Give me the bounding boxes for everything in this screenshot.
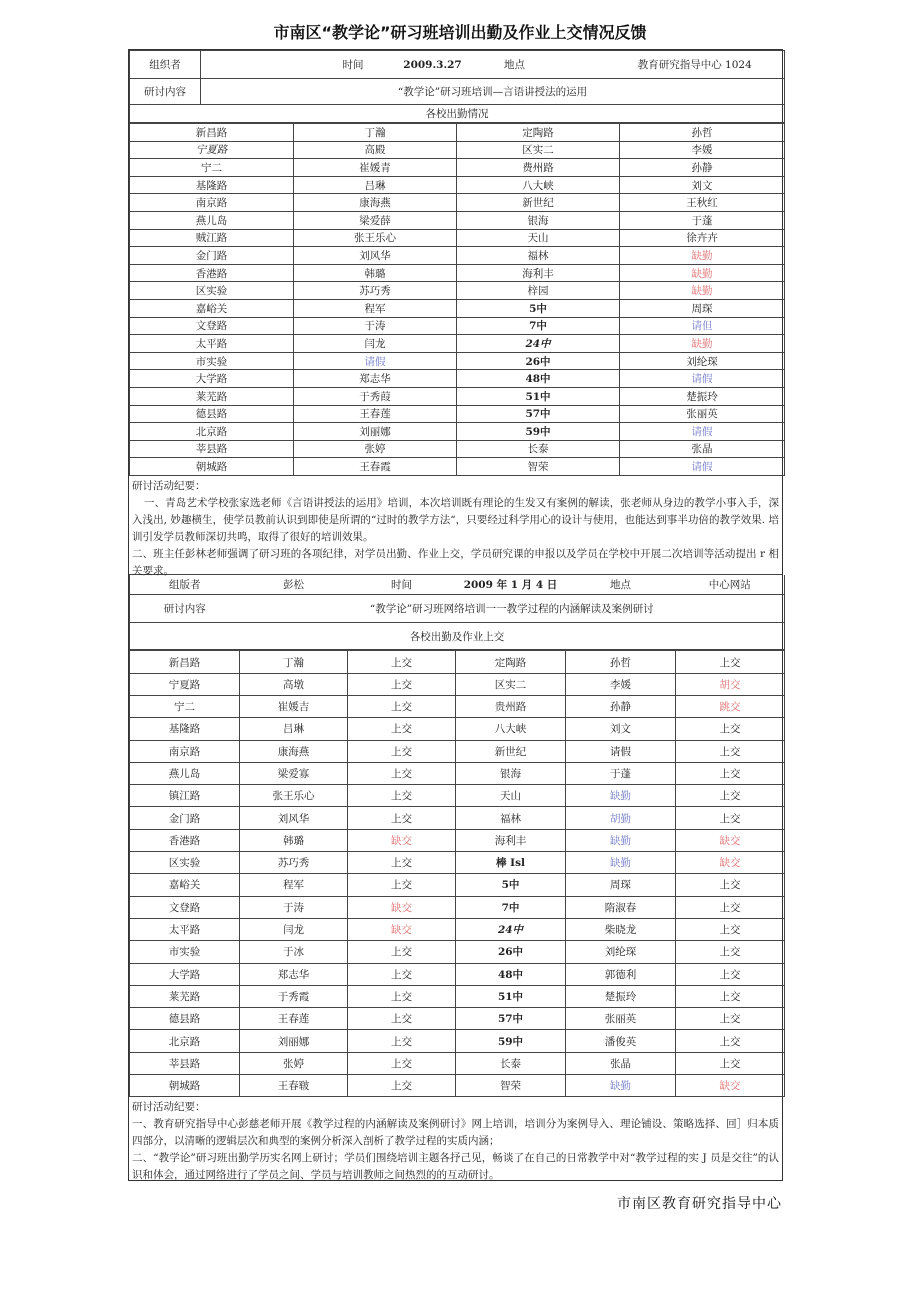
s2-cell: 新昌路 xyxy=(130,651,240,673)
s2-cell: 上交 xyxy=(348,673,456,695)
s1-cell: 海利丰 xyxy=(457,264,620,282)
table-row xyxy=(130,807,785,829)
s2-cell: 王春皲 xyxy=(240,1075,348,1097)
s2-cell: 定陶路 xyxy=(456,651,566,673)
s2-cell: 胡交 xyxy=(676,673,785,695)
table-row xyxy=(130,387,785,405)
s2-cell: 李媛 xyxy=(566,673,676,695)
s2-cell: 贵州路 xyxy=(456,695,566,717)
s1-cell: 金门路 xyxy=(130,247,294,265)
s2-cell: 福林 xyxy=(456,807,566,829)
s1-place-text: 教育研究指导中心 1024 xyxy=(637,59,752,71)
s2-cell: 缺交 xyxy=(676,829,785,851)
s2-cell: 基隆路 xyxy=(130,718,240,740)
s1-cell: 26中 xyxy=(457,352,620,370)
s2-cell: 镇江路 xyxy=(130,785,240,807)
s2-cell: 张王乐心 xyxy=(240,785,348,807)
s2-cell: 燕儿岛 xyxy=(130,762,240,784)
table-row xyxy=(130,740,785,762)
s1-notes-title: 研讨活动纪要： xyxy=(132,479,206,492)
s1-cell: 长泰 xyxy=(457,440,620,458)
s1-cell: 新昌路 xyxy=(130,124,294,142)
s2-time-value: 2009 年 1 月 4 日 xyxy=(456,575,566,595)
s1-cell: 嘉峪关 xyxy=(130,299,294,317)
s2-cell: 张丽英 xyxy=(566,1008,676,1030)
s1-cell: 缺勤 xyxy=(620,247,785,265)
s2-cell: 24中 xyxy=(456,918,566,940)
s1-organizer-label: 组织者 xyxy=(130,51,201,79)
s1-cell: 福林 xyxy=(457,247,620,265)
s2-cell: 上交 xyxy=(348,785,456,807)
s2-cell: 跳交 xyxy=(676,695,785,717)
s2-section-header: 各校出勤及作业上交 xyxy=(130,623,785,650)
s1-cell: 宁二 xyxy=(130,159,294,177)
s2-cell: 孙静 xyxy=(566,695,676,717)
s2-cell: 48中 xyxy=(456,963,566,985)
s1-cell: 请假 xyxy=(620,370,785,388)
s2-cell: 梁爱寡 xyxy=(240,762,348,784)
s1-notes-p2: 二、班主任彭林老师强调了研习班的各项纪律，对学员出勤、作业上交，学员研究课的申报以及学员在学校中开展二次培训等活动提出 r 相关要求。 xyxy=(132,547,779,577)
s1-cell: 郑志华 xyxy=(294,370,457,388)
s2-cell: 银海 xyxy=(456,762,566,784)
s1-cell: 24中 xyxy=(457,335,620,353)
s2-cell: 上交 xyxy=(676,807,785,829)
s2-organizer-label: 组版者 xyxy=(130,575,240,595)
s2-cell: 上交 xyxy=(348,807,456,829)
s2-cell: 上交 xyxy=(348,762,456,784)
s1-cell: 康海燕 xyxy=(294,194,457,212)
s2-cell: 海利丰 xyxy=(456,829,566,851)
s2-cell: 王春莲 xyxy=(240,1008,348,1030)
s2-cell: 智荣 xyxy=(456,1075,566,1097)
s2-time-label: 时间 xyxy=(348,575,456,595)
table-row xyxy=(130,852,785,874)
s2-cell: 宁夏路 xyxy=(130,673,240,695)
s2-cell: 请假 xyxy=(566,740,676,762)
s2-cell: 缺勤 xyxy=(566,852,676,874)
s2-cell: 上交 xyxy=(676,740,785,762)
s1-cell: 定陶路 xyxy=(457,124,620,142)
s2-cell: 程军 xyxy=(240,874,348,896)
s1-cell: 缺勤 xyxy=(620,282,785,300)
s2-cell: 崔媛吉 xyxy=(240,695,348,717)
s2-cell: 莱芜路 xyxy=(130,985,240,1007)
s2-cell: 7中 xyxy=(456,896,566,918)
table-row xyxy=(130,440,785,458)
s1-content-value: “教学论”研习班培训—言语讲授法的运用 xyxy=(201,79,785,105)
s2-cell: 丁瀚 xyxy=(240,651,348,673)
table-row xyxy=(130,405,785,423)
s1-cell: 51中 xyxy=(457,387,620,405)
s1-cell: 请但 xyxy=(620,317,785,335)
s1-cell: 韩璐 xyxy=(294,264,457,282)
s1-cell: 天山 xyxy=(457,229,620,247)
s2-cell: 57中 xyxy=(456,1008,566,1030)
table-row xyxy=(130,651,785,673)
s2-cell: 大学路 xyxy=(130,963,240,985)
s1-cell: 大学路 xyxy=(130,370,294,388)
s2-cell: 刘文 xyxy=(566,718,676,740)
table-row xyxy=(130,124,785,142)
s1-cell: 莘县路 xyxy=(130,440,294,458)
s1-cell: 于秀葭 xyxy=(294,387,457,405)
s1-cell: 张丽英 xyxy=(620,405,785,423)
s2-cell: 南京路 xyxy=(130,740,240,762)
s2-cell: 上交 xyxy=(348,1052,456,1074)
table-row xyxy=(130,423,785,441)
s2-cell: 康海燕 xyxy=(240,740,348,762)
s2-cell: 缺交 xyxy=(348,918,456,940)
s2-cell: 刘纶琛 xyxy=(566,941,676,963)
s1-cell: 宁夏路 xyxy=(130,141,294,159)
s2-cell: 缺交 xyxy=(676,1075,785,1097)
s1-section-header: 各校出勤情况 xyxy=(130,105,785,123)
table-row xyxy=(130,247,785,265)
s1-place-value xyxy=(606,51,785,79)
s2-cell: 上交 xyxy=(676,963,785,985)
s2-cell: 市实验 xyxy=(130,941,240,963)
s1-cell: 王春莲 xyxy=(294,405,457,423)
s2-cell: 59中 xyxy=(456,1030,566,1052)
s2-cell: 上交 xyxy=(676,918,785,940)
s1-content-label: 研讨内容 xyxy=(130,79,201,105)
s2-cell: 上交 xyxy=(348,985,456,1007)
s1-cell: 区实验 xyxy=(130,282,294,300)
table-row xyxy=(130,673,785,695)
s2-cell: 潘俊英 xyxy=(566,1030,676,1052)
s2-cell: 韩璐 xyxy=(240,829,348,851)
s2-cell: 张晶 xyxy=(566,1052,676,1074)
table-row xyxy=(130,299,785,317)
table-row xyxy=(130,159,785,177)
s2-place-value: 中心网站 xyxy=(676,575,785,595)
s2-notes-p1: 一、教育研究指导中心彭慈老师开展《教学过程的内涵解读及案例研讨》网上培训，培训分为案例导入、理论铺设、策略选择、回］归本质四部分，以清晰的逻辑层次和典型的案例分析深入剖析了教学过程的实质内涵； xyxy=(132,1118,779,1148)
s2-cell: 天山 xyxy=(456,785,566,807)
s1-cell: 张王乐心 xyxy=(294,229,457,247)
s2-cell: 上交 xyxy=(676,985,785,1007)
table-row xyxy=(130,918,785,940)
s2-cell: 胡勤 xyxy=(566,807,676,829)
s1-info-table xyxy=(129,50,785,123)
s1-cell: 刘纶琛 xyxy=(620,352,785,370)
s1-cell: 周琛 xyxy=(620,299,785,317)
s1-cell: 苏巧秀 xyxy=(294,282,457,300)
s1-cell: 刘风华 xyxy=(294,247,457,265)
s2-cell: 苏巧秀 xyxy=(240,852,348,874)
s2-cell: 八大峡 xyxy=(456,718,566,740)
s2-organizer-value: 彭松 xyxy=(240,575,348,595)
table-row xyxy=(130,829,785,851)
s2-cell: 棒 Isl xyxy=(456,852,566,874)
footer-signature: 市南区教育研究指导中心 xyxy=(617,1196,782,1212)
s2-cell: 朝城路 xyxy=(130,1075,240,1097)
s2-cell: 上交 xyxy=(676,785,785,807)
s2-cell: 上交 xyxy=(348,963,456,985)
s2-cell: 莘县路 xyxy=(130,1052,240,1074)
s1-cell: 费州路 xyxy=(457,159,620,177)
s2-attendance-table xyxy=(129,650,785,1097)
s1-cell: 德县路 xyxy=(130,405,294,423)
s1-cell: 于蓬 xyxy=(620,211,785,229)
s2-cell: 郑志华 xyxy=(240,963,348,985)
s1-cell: 梓园 xyxy=(457,282,620,300)
s2-notes xyxy=(129,1097,782,1180)
page-title: 市南区“教学论”研习班培训出勤及作业上交情况反馈 xyxy=(273,23,647,42)
s1-cell: 新世纪 xyxy=(457,194,620,212)
s1-cell: 徐卉卉 xyxy=(620,229,785,247)
s2-cell: 德县路 xyxy=(130,1008,240,1030)
s1-cell: 7中 xyxy=(457,317,620,335)
s1-cell: 张晶 xyxy=(620,440,785,458)
s1-cell: 高殿 xyxy=(294,141,457,159)
table-row xyxy=(130,264,785,282)
s1-cell: 南京路 xyxy=(130,194,294,212)
s1-cell: 梁爱薛 xyxy=(294,211,457,229)
s1-cell: 朝城路 xyxy=(130,458,294,476)
s2-notes-title: 研讨活动纪要： xyxy=(132,1101,206,1114)
s1-cell: 香港路 xyxy=(130,264,294,282)
s1-cell: 莱芜路 xyxy=(130,387,294,405)
s1-cell: 李媛 xyxy=(620,141,785,159)
s2-cell: 上交 xyxy=(348,874,456,896)
s1-cell: 程军 xyxy=(294,299,457,317)
s1-cell: 八大峡 xyxy=(457,176,620,194)
s1-cell: 48中 xyxy=(457,370,620,388)
s2-cell: 于蓬 xyxy=(566,762,676,784)
s1-cell: 缺勤 xyxy=(620,264,785,282)
table-row xyxy=(130,317,785,335)
table-row xyxy=(130,335,785,353)
s1-notes xyxy=(129,476,782,575)
s1-time-label: 时间 xyxy=(316,51,391,79)
s2-cell: 上交 xyxy=(348,1030,456,1052)
table-row xyxy=(130,941,785,963)
s2-cell: 上交 xyxy=(348,718,456,740)
s2-cell: 太平路 xyxy=(130,918,240,940)
s1-cell: 太平路 xyxy=(130,335,294,353)
s1-notes-p1: 一、青岛艺术学校张家选老师《言语讲授法的运用》培训，本次培训既有理论的生发又有案例的解读，张老师从身边的教学小事入手，深入浅出, 妙趣横生，使学员教前认识到即使是所谓的“过时的教学方法“，只要经过科学用心的设计与使用，也能达到事半功倍的教学效果. 培训引发学员教师深切共鸣，取得了很好的培训效果。 xyxy=(132,496,779,543)
table-row xyxy=(130,458,785,476)
s2-content-label: 研讨内容 xyxy=(130,595,240,623)
s2-cell: 上交 xyxy=(348,1075,456,1097)
s2-cell: 于冰 xyxy=(240,941,348,963)
s2-cell: 于秀霞 xyxy=(240,985,348,1007)
table-row xyxy=(130,176,785,194)
s2-cell: 区实二 xyxy=(456,673,566,695)
s1-cell: 请假 xyxy=(294,352,457,370)
s2-cell: 上交 xyxy=(348,651,456,673)
s1-cell: 于涛 xyxy=(294,317,457,335)
table-row xyxy=(130,762,785,784)
s1-cell: 闫龙 xyxy=(294,335,457,353)
s1-cell: 王秋红 xyxy=(620,194,785,212)
s1-cell: 孙静 xyxy=(620,159,785,177)
s1-spacer xyxy=(555,51,606,79)
s2-cell: 孙哲 xyxy=(566,651,676,673)
table-row xyxy=(130,229,785,247)
s2-cell: 郭德利 xyxy=(566,963,676,985)
table-row xyxy=(130,1052,785,1074)
s1-cell: 请假 xyxy=(620,458,785,476)
s2-cell: 缺交 xyxy=(676,852,785,874)
s2-info-table xyxy=(129,575,785,651)
s2-cell: 缺交 xyxy=(348,896,456,918)
s2-cell: 长泰 xyxy=(456,1052,566,1074)
s1-cell: 文登路 xyxy=(130,317,294,335)
s2-cell: 闫龙 xyxy=(240,918,348,940)
s2-place-label: 地点 xyxy=(566,575,676,595)
s2-cell: 区实验 xyxy=(130,852,240,874)
s1-cell: 市实验 xyxy=(130,352,294,370)
s2-cell: 香港路 xyxy=(130,829,240,851)
s2-cell: 上交 xyxy=(676,941,785,963)
s1-cell: 59中 xyxy=(457,423,620,441)
s2-cell: 吕琳 xyxy=(240,718,348,740)
s1-cell: 张婷 xyxy=(294,440,457,458)
table-row xyxy=(130,370,785,388)
table-row xyxy=(130,785,785,807)
s2-cell: 缺勤 xyxy=(566,1075,676,1097)
s1-cell: 贼江路 xyxy=(130,229,294,247)
table-row xyxy=(130,1075,785,1097)
s1-cell: 区实二 xyxy=(457,141,620,159)
s2-cell: 北京路 xyxy=(130,1030,240,1052)
table-row xyxy=(130,718,785,740)
report-sheet xyxy=(128,49,783,1181)
table-row xyxy=(130,352,785,370)
s2-cell: 柴晓龙 xyxy=(566,918,676,940)
table-row xyxy=(130,1030,785,1052)
s2-cell: 刘丽娜 xyxy=(240,1030,348,1052)
s2-cell: 隋淑春 xyxy=(566,896,676,918)
s2-cell: 上交 xyxy=(676,874,785,896)
s2-cell: 上交 xyxy=(676,651,785,673)
s2-cell: 上交 xyxy=(348,1008,456,1030)
s2-cell: 新世纪 xyxy=(456,740,566,762)
s2-content-value: “教学论”研习班网络培训一一教学过程的内涵解读及案例研讨 xyxy=(240,595,785,623)
s1-cell: 5中 xyxy=(457,299,620,317)
s2-cell: 上交 xyxy=(676,1008,785,1030)
table-row xyxy=(130,695,785,717)
s2-cell: 上交 xyxy=(676,1030,785,1052)
s2-cell: 上交 xyxy=(348,695,456,717)
s2-cell: 周琛 xyxy=(566,874,676,896)
table-row xyxy=(130,282,785,300)
s2-cell: 宁二 xyxy=(130,695,240,717)
s2-cell: 刘风华 xyxy=(240,807,348,829)
s1-cell: 崔媛青 xyxy=(294,159,457,177)
table-row xyxy=(130,874,785,896)
s1-time-value: 2009.3.27 xyxy=(391,51,475,79)
s1-cell: 吕琳 xyxy=(294,176,457,194)
s2-cell: 51中 xyxy=(456,985,566,1007)
s2-cell: 高墩 xyxy=(240,673,348,695)
s1-cell: 刘丽娜 xyxy=(294,423,457,441)
table-row xyxy=(130,211,785,229)
table-row xyxy=(130,141,785,159)
s2-cell: 文登路 xyxy=(130,896,240,918)
s2-cell: 缺勤 xyxy=(566,829,676,851)
s1-cell: 丁瀚 xyxy=(294,124,457,142)
table-row xyxy=(130,963,785,985)
s2-cell: 缺勤 xyxy=(566,785,676,807)
s1-cell: 刘文 xyxy=(620,176,785,194)
s1-cell: 57中 xyxy=(457,405,620,423)
s2-cell: 上交 xyxy=(676,718,785,740)
s1-cell: 孙哲 xyxy=(620,124,785,142)
s1-cell: 银海 xyxy=(457,211,620,229)
table-row xyxy=(130,896,785,918)
s2-cell: 上交 xyxy=(676,762,785,784)
s2-cell: 上交 xyxy=(348,740,456,762)
table-row xyxy=(130,1008,785,1030)
s2-cell: 张婷 xyxy=(240,1052,348,1074)
s1-cell: 燕儿岛 xyxy=(130,211,294,229)
s2-cell: 5中 xyxy=(456,874,566,896)
s2-cell: 嘉峪关 xyxy=(130,874,240,896)
s1-attendance-table xyxy=(129,123,785,476)
s1-cell: 智荣 xyxy=(457,458,620,476)
s2-cell: 金门路 xyxy=(130,807,240,829)
s2-cell: 上交 xyxy=(676,896,785,918)
s1-cell: 请假 xyxy=(620,423,785,441)
s2-cell: 上交 xyxy=(676,1052,785,1074)
s2-cell: 上交 xyxy=(348,941,456,963)
s1-cell: 王春霞 xyxy=(294,458,457,476)
s1-place-label: 地点 xyxy=(475,51,555,79)
s1-cell: 缺勤 xyxy=(620,335,785,353)
s2-cell: 于涛 xyxy=(240,896,348,918)
s2-cell: 上交 xyxy=(348,852,456,874)
s1-cell: 楚振玲 xyxy=(620,387,785,405)
s2-cell: 26中 xyxy=(456,941,566,963)
s1-organizer-value xyxy=(201,51,316,79)
s2-cell: 缺交 xyxy=(348,829,456,851)
s2-notes-p2: 二、“教学论”研习班出勤学历实名网上研讨；学员们围绕培训主题各抒己见，畅谈了在自己的日常教学中对“教学过程的实 J 员是交往”的认识和体会，通过网络进行了学员之间、学员与培训教师之间热烈的的互动研讨。 xyxy=(132,1152,779,1182)
s1-cell: 基隆路 xyxy=(130,176,294,194)
s2-cell: 楚振玲 xyxy=(566,985,676,1007)
table-row xyxy=(130,985,785,1007)
s1-cell: 北京路 xyxy=(130,423,294,441)
table-row xyxy=(130,194,785,212)
